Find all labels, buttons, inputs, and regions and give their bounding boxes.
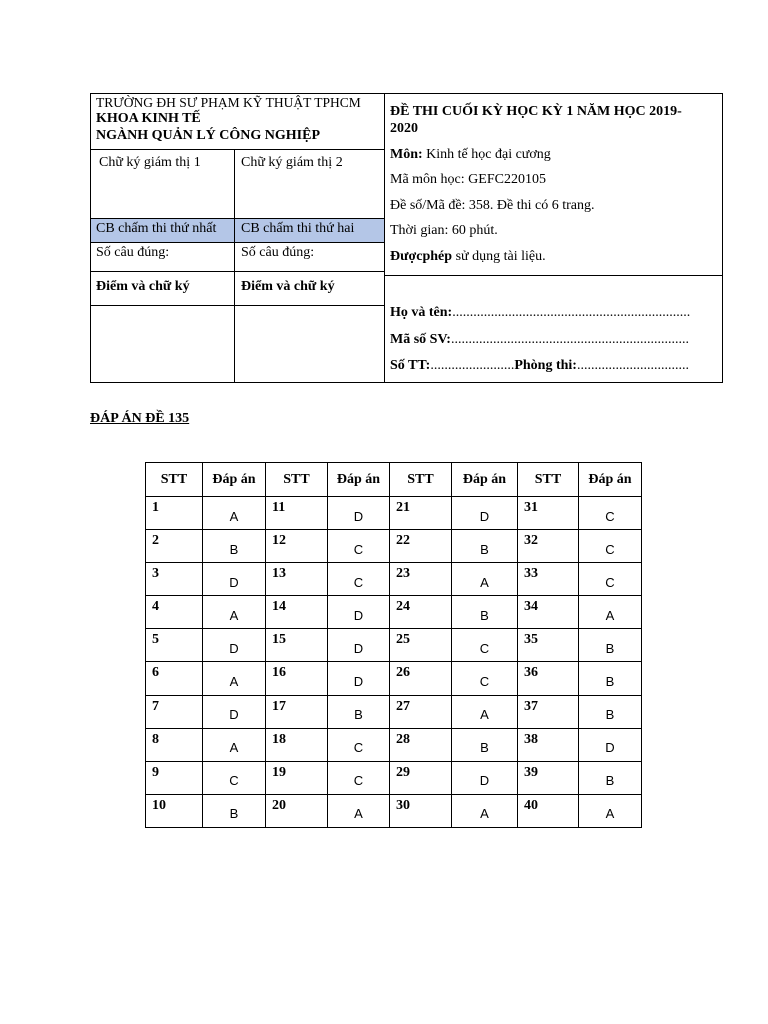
subject-line (390, 147, 551, 163)
question-number: 12 (266, 530, 328, 563)
subject-value: Kinh tế học đại cương (426, 147, 551, 162)
question-number: 8 (146, 728, 203, 761)
question-number: 33 (518, 563, 579, 596)
room-label: Phòng thi: (514, 358, 577, 373)
student-id-field (390, 332, 689, 348)
answer-letter: C (579, 530, 642, 563)
question-number: 25 (390, 629, 452, 662)
header-answer: Đáp án (203, 463, 266, 497)
answer-letter: C (328, 728, 390, 761)
question-number: 28 (390, 728, 452, 761)
answer-table-row (146, 530, 642, 563)
header-stt: STT (266, 463, 328, 497)
question-number: 15 (266, 629, 328, 662)
answer-table-row (146, 761, 642, 794)
question-number: 38 (518, 728, 579, 761)
room-dots: ................................ (576, 358, 689, 373)
score-sign-2-label: Điểm và chữ ký (241, 279, 335, 294)
department-name: NGÀNH QUẢN LÝ CÔNG NGHIỆP (96, 128, 321, 143)
question-number: 11 (266, 497, 328, 530)
answer-letter: C (203, 761, 266, 794)
answer-letter: C (579, 563, 642, 596)
answer-letter: B (579, 695, 642, 728)
materials-value: sử dụng tài liệu. (455, 249, 546, 264)
answer-letter: A (452, 794, 518, 827)
subject-label: Môn: (390, 147, 423, 162)
question-number: 9 (146, 761, 203, 794)
answer-letter: C (328, 761, 390, 794)
question-number: 18 (266, 728, 328, 761)
answer-letter: C (452, 662, 518, 695)
answer-letter: D (328, 596, 390, 629)
student-id-label: Mã số SV: (390, 332, 451, 347)
answer-letter: D (203, 695, 266, 728)
answer-table-header-row (146, 463, 642, 497)
answer-letter: B (452, 728, 518, 761)
question-number: 1 (146, 497, 203, 530)
question-number: 27 (390, 695, 452, 728)
answer-table-row (146, 662, 642, 695)
question-number: 36 (518, 662, 579, 695)
question-number: 30 (390, 794, 452, 827)
question-number: 26 (390, 662, 452, 695)
student-name-label: Họ và tên: (390, 305, 453, 320)
exam-code: Đề số/Mã đề: 358. Đề thi có 6 trang. (390, 198, 595, 213)
question-number: 14 (266, 596, 328, 629)
faculty-name: KHOA KINH TẾ (96, 111, 201, 126)
answer-table-row (146, 695, 642, 728)
answer-letter: D (203, 629, 266, 662)
question-number: 31 (518, 497, 579, 530)
answer-letter: A (203, 662, 266, 695)
answer-letter: B (203, 530, 266, 563)
answer-letter: D (452, 761, 518, 794)
grader-1-label: CB chấm thi thứ nhất (96, 221, 217, 236)
student-id-dots: .................................................................... (450, 332, 689, 347)
score-sign-1-label: Điểm và chữ ký (96, 279, 190, 294)
answer-letter: C (452, 629, 518, 662)
answer-letter: A (203, 497, 266, 530)
grader-2-label: CB chấm thi thứ hai (241, 221, 355, 236)
student-name-field (390, 305, 690, 321)
seat-dots: ........................ (430, 358, 515, 373)
answer-letter: D (579, 728, 642, 761)
answer-letter: B (579, 662, 642, 695)
exam-title: ĐỀ THI CUỐI KỲ HỌC KỲ 1 NĂM HỌC 2019- (390, 104, 682, 119)
answer-table-row (146, 794, 642, 827)
answer-table-row (146, 728, 642, 761)
answer-letter: B (452, 596, 518, 629)
question-number: 39 (518, 761, 579, 794)
materials-label: Đượcphép (390, 249, 453, 264)
answer-table (145, 462, 642, 828)
seat-room-field (390, 358, 689, 374)
question-number: 5 (146, 629, 203, 662)
answer-letter: A (328, 794, 390, 827)
student-name-dots: .................................................................... (452, 305, 691, 320)
question-number: 40 (518, 794, 579, 827)
answer-letter: A (452, 695, 518, 728)
answer-letter: D (203, 563, 266, 596)
question-number: 19 (266, 761, 328, 794)
answer-letter: A (579, 794, 642, 827)
answer-letter: A (452, 563, 518, 596)
course-code: Mã môn học: GEFC220105 (390, 172, 546, 187)
question-number: 29 (390, 761, 452, 794)
invigilator-2-label: Chữ ký giám thị 2 (241, 155, 343, 170)
header-stt: STT (146, 463, 203, 497)
answer-table-row (146, 563, 642, 596)
question-number: 23 (390, 563, 452, 596)
answer-letter: D (452, 497, 518, 530)
answer-letter: D (328, 629, 390, 662)
answer-letter: B (203, 794, 266, 827)
question-number: 35 (518, 629, 579, 662)
materials-line (390, 249, 546, 265)
header-answer: Đáp án (328, 463, 390, 497)
seat-label: Số TT: (390, 358, 431, 373)
question-number: 16 (266, 662, 328, 695)
question-number: 6 (146, 662, 203, 695)
answer-letter: C (328, 563, 390, 596)
answer-table-row (146, 629, 642, 662)
answer-letter: C (579, 497, 642, 530)
question-number: 10 (146, 794, 203, 827)
correct-count-1-label: Số câu đúng: (96, 245, 170, 260)
header-answer: Đáp án (579, 463, 642, 497)
school-name: TRƯỜNG ĐH SƯ PHẠM KỸ THUẬT TPHCM (96, 95, 361, 110)
question-number: 24 (390, 596, 452, 629)
correct-count-2-label: Số câu đúng: (241, 245, 315, 260)
answer-letter: D (328, 662, 390, 695)
question-number: 22 (390, 530, 452, 563)
answer-letter: A (579, 596, 642, 629)
answer-section-title: ĐÁP ÁN ĐỀ 135 (90, 411, 190, 426)
question-number: 7 (146, 695, 203, 728)
question-number: 17 (266, 695, 328, 728)
answer-letter: B (328, 695, 390, 728)
question-number: 2 (146, 530, 203, 563)
header-stt: STT (518, 463, 579, 497)
exam-title-continued: 2020 (390, 121, 418, 136)
answer-letter: D (328, 497, 390, 530)
answer-table-row (146, 596, 642, 629)
answer-letter: B (579, 761, 642, 794)
exam-duration: Thời gian: 60 phút. (390, 223, 498, 238)
answer-table-row (146, 497, 642, 530)
question-number: 37 (518, 695, 579, 728)
question-number: 20 (266, 794, 328, 827)
answer-letter: B (452, 530, 518, 563)
question-number: 21 (390, 497, 452, 530)
question-number: 13 (266, 563, 328, 596)
header-answer: Đáp án (452, 463, 518, 497)
question-number: 34 (518, 596, 579, 629)
question-number: 3 (146, 563, 203, 596)
question-number: 4 (146, 596, 203, 629)
answer-letter: B (579, 629, 642, 662)
answer-letter: A (203, 728, 266, 761)
header-stt: STT (390, 463, 452, 497)
invigilator-1-label: Chữ ký giám thị 1 (99, 155, 201, 170)
answer-letter: C (328, 530, 390, 563)
answer-letter: A (203, 596, 266, 629)
question-number: 32 (518, 530, 579, 563)
